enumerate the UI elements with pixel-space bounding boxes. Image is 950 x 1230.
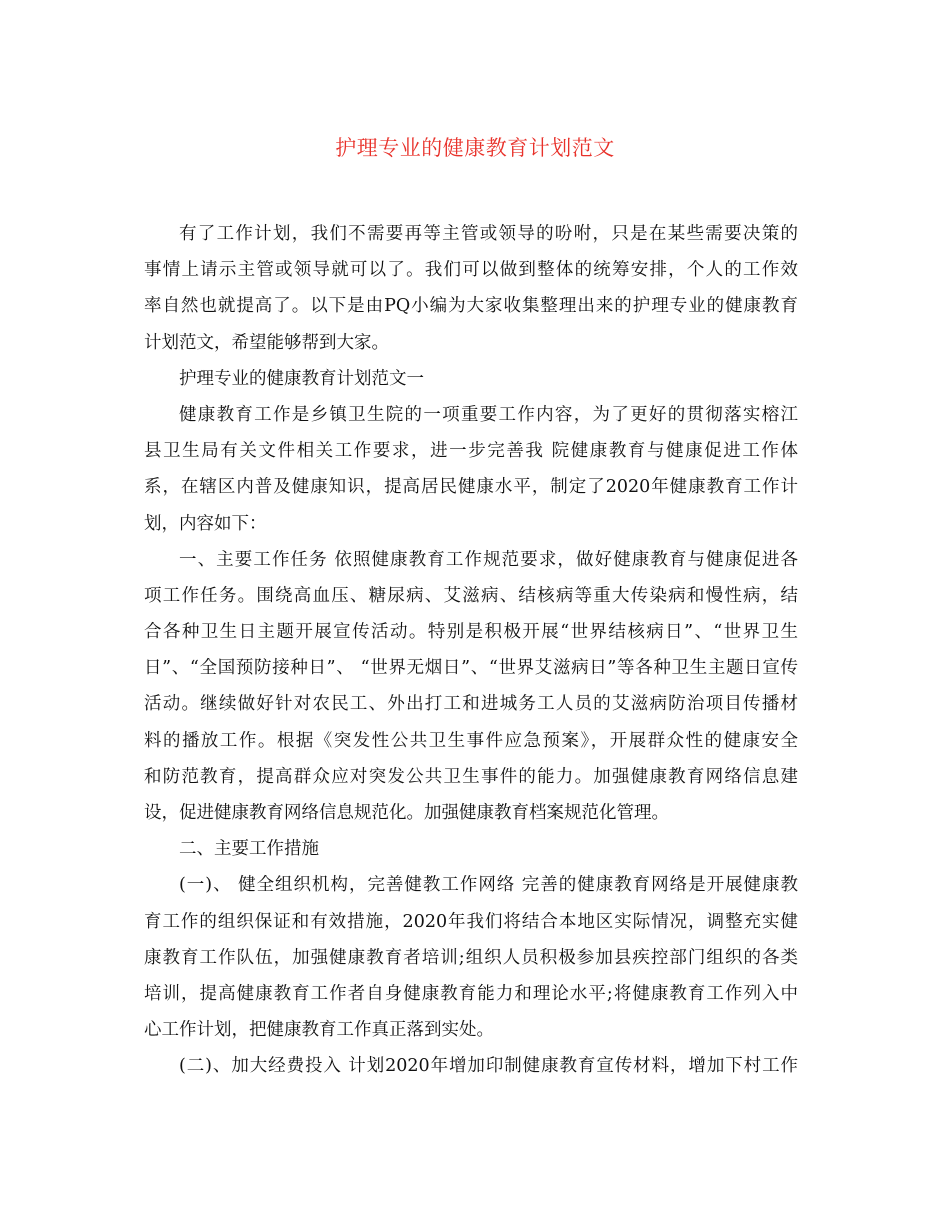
text-line: 心工作计划，把健康教育工作真正落到实处。 — [144, 1020, 494, 1041]
text-line: 系，在辖区内普及健康知识，提高居民健康水平，制定了2020年健康教育工作计 — [144, 477, 798, 498]
document-body — [144, 216, 798, 1085]
text-line: 健康教育工作是乡镇卫生院的一项重要工作内容，为了更好的贯彻落实榕江 — [179, 404, 798, 425]
text-line: 划，内容如下： — [144, 513, 267, 534]
text-line: 和防范教育，提高群众应对突发公共卫生事件的能力。加强健康教育网络信息建 — [144, 766, 798, 787]
text-line: 二、主要工作措施 — [179, 839, 319, 860]
text-line: (一)、 健全组织机构，完善健教工作网络 完善的健康教育网络是开展健康教 — [179, 875, 798, 896]
text-line: (二)、加大经费投入 计划2020年增加印制健康教育宣传材料，增加下村工作 — [179, 1056, 798, 1077]
text-line: 育工作的组织保证和有效措施，2020年我们将结合本地区实际情况，调整充实健 — [144, 911, 798, 932]
text-line: 有了工作计划，我们不需要再等主管或领导的吩咐，只是在某些需要决策的 — [179, 224, 798, 244]
text-line: 事情上请示主管或领导就可以了。我们可以做到整体的统筹安排，个人的工作效 — [144, 260, 798, 281]
text-line: 率自然也就提高了。以下是由PQ小编为大家收集整理出来的护理专业的健康教育 — [144, 296, 798, 317]
text-line: 项工作任务。围绕高血压、糖尿病、艾滋病、结核病等重大传染病和慢性病，结 — [144, 585, 798, 606]
text-line: 护理专业的健康教育计划范文一 — [179, 368, 424, 389]
text-line: 料的播放工作。根据《突发性公共卫生事件应急预案》，开展群众性的健康安全 — [144, 730, 798, 751]
document-title: 护理专业的健康教育计划范文 — [335, 136, 615, 160]
text-line: 日”、“全国预防接种日”、 “世界无烟日”、“世界艾滋病日”等各种卫生主题日宣传 — [144, 658, 798, 679]
text-line: 培训，提高健康教育工作者自身健康教育能力和理论水平;将健康教育工作列入中 — [144, 983, 798, 1004]
text-line: 计划范文，希望能够帮到大家。 — [144, 332, 389, 353]
text-line: 活动。继续做好针对农民工、外出打工和进城务工人员的艾滋病防治项目传播材 — [144, 694, 798, 715]
text-line: 合各种卫生日主题开展宣传活动。特别是积极开展“世界结核病日”、“世界卫生 — [144, 622, 798, 643]
text-line: 县卫生局有关文件相关工作要求，进一步完善我 院健康教育与健康促进工作体 — [144, 441, 798, 462]
text-line: 一、主要工作任务 依照健康教育工作规范要求，做好健康教育与健康促进各 — [179, 549, 798, 570]
text-line: 康教育工作队伍，加强健康教育者培训;组织人员积极参加县疾控部门组织的各类 — [144, 947, 798, 968]
text-line: 设，促进健康教育网络信息规范化。加强健康教育档案规范化管理。 — [144, 803, 669, 823]
